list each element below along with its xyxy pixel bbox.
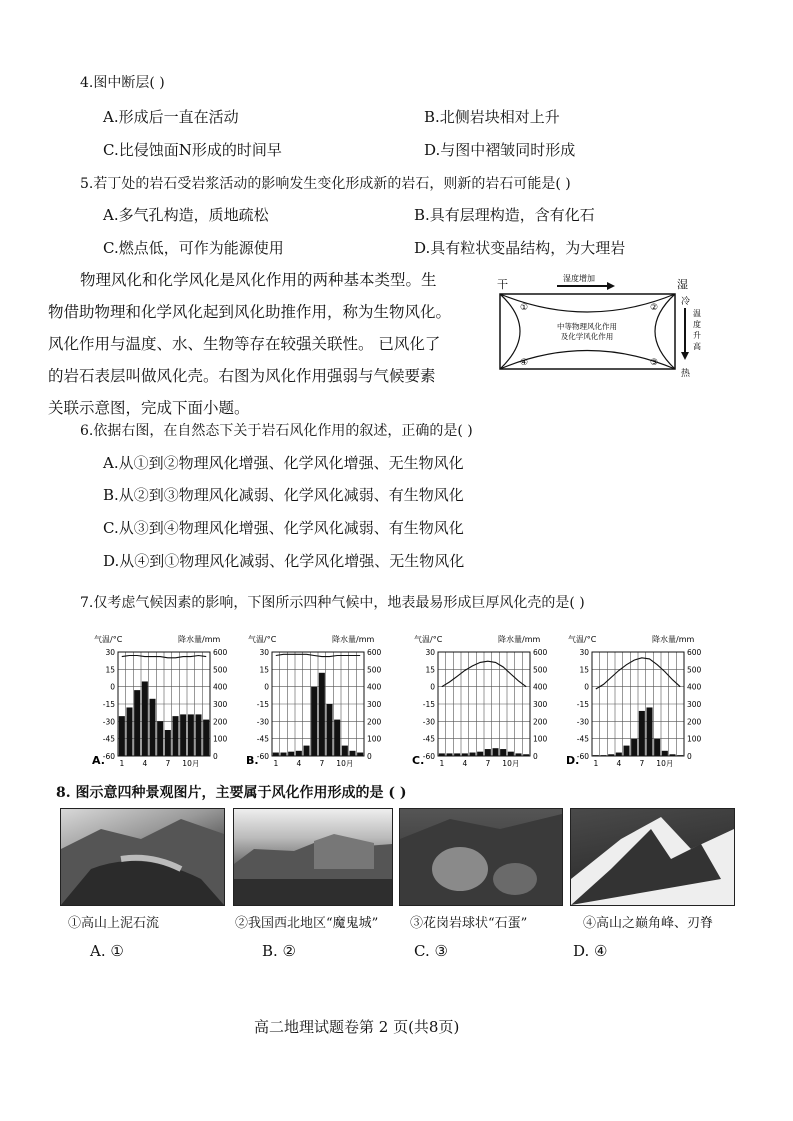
precip-tick: 400 — [687, 682, 702, 692]
precip-bar — [157, 721, 163, 756]
precip-tick: 200 — [367, 717, 382, 727]
chart-option-label: B. — [246, 754, 259, 767]
q4-stem: 4.图中断层( ) — [80, 75, 165, 91]
precip-bar — [172, 716, 178, 756]
month-tick: 7 — [485, 759, 491, 768]
precip-bar — [608, 754, 614, 756]
temp-tick: -60 — [102, 752, 115, 761]
precip-bar — [195, 714, 201, 756]
temp-tick: 30 — [105, 648, 115, 657]
temp-tick: -30 — [422, 717, 435, 727]
precip-bar — [119, 716, 125, 756]
photo-granite-boulders — [399, 808, 563, 906]
temp-tick: 30 — [579, 648, 589, 657]
precip-bar — [469, 753, 475, 756]
climate-chart-d — [566, 632, 726, 774]
temp-label-1: 温 — [693, 309, 701, 318]
q5-option-b: B.具有层理构造，含有化石 — [414, 206, 595, 224]
month-tick: 4 — [462, 759, 468, 768]
precip-tick: 100 — [533, 734, 548, 744]
precip-tick: 600 — [367, 648, 382, 657]
precip-bar — [188, 714, 194, 756]
passage-line-4: 的岩石表层叫做风化壳。右图为风化作用强弱与气候要素 — [48, 367, 436, 385]
temp-tick: -30 — [256, 717, 269, 727]
month-tick: 10月 — [336, 759, 354, 768]
caption-1: ①高山上泥石流 — [68, 916, 160, 931]
month-tick: 4 — [142, 759, 148, 768]
climate-chart-a — [92, 632, 252, 774]
precip-bar — [623, 746, 629, 756]
month-tick: 4 — [616, 759, 622, 768]
precip-bar — [311, 687, 317, 756]
precip-bar — [515, 753, 521, 756]
precip-axis-title: 降水量/mm — [498, 635, 541, 644]
precip-bar — [296, 751, 302, 756]
precip-tick: 0 — [213, 752, 218, 761]
temp-tick: 30 — [259, 648, 269, 657]
precip-tick: 500 — [367, 665, 382, 675]
temp-tick: -60 — [256, 752, 269, 761]
caption-2: ②我国西北地区“魔鬼城” — [235, 916, 379, 931]
chart-option-label: A. — [92, 754, 105, 767]
q4-option-a: A.形成后一直在活动 — [103, 108, 239, 126]
passage-line-3: 风化作用与温度、水、生物等存在较强关联性。 已风化了 — [48, 335, 441, 353]
precip-bar — [677, 755, 683, 756]
month-tick: 10月 — [182, 759, 200, 768]
temp-tick: 0 — [430, 682, 435, 692]
precip-bar — [492, 748, 498, 756]
precip-tick: 500 — [213, 665, 228, 675]
month-tick: 10月 — [656, 759, 674, 768]
precip-tick: 200 — [687, 717, 702, 727]
cold-label: 冷 — [681, 297, 691, 307]
weathering-climate-diagram — [495, 270, 705, 382]
hot-label: 热 — [681, 369, 691, 379]
precip-tick: 600 — [687, 648, 702, 657]
temp-tick: -60 — [576, 752, 589, 761]
precip-bar — [446, 753, 452, 756]
precip-tick: 300 — [367, 700, 382, 709]
precip-bar — [616, 753, 622, 756]
caption-3: ③花岗岩球状“石蛋” — [410, 916, 528, 931]
corner-2: ② — [650, 303, 659, 313]
precip-bar — [485, 749, 491, 756]
q5-option-c: C.燃点低，可作为能源使用 — [103, 239, 284, 257]
temp-axis-title: 气温/°C — [248, 635, 277, 644]
temp-tick: 15 — [105, 665, 115, 675]
precip-bar — [500, 749, 506, 756]
precip-tick: 300 — [687, 700, 702, 709]
precip-tick: 400 — [213, 682, 228, 692]
precip-tick: 500 — [687, 665, 702, 675]
temp-tick: 0 — [264, 682, 269, 692]
temp-tick: -45 — [576, 734, 589, 744]
center-label-2: 及化学风化作用 — [560, 332, 614, 341]
q4-option-b: B.北侧岩块相对上升 — [424, 108, 560, 126]
precip-bar — [639, 711, 645, 756]
precip-tick: 200 — [533, 717, 548, 727]
center-label-1: 中等物理风化作用 — [557, 322, 617, 331]
precip-bar — [334, 720, 340, 756]
temp-label-2: 度 — [693, 320, 701, 329]
dry-label: 干 — [497, 278, 508, 291]
precip-bar — [477, 752, 483, 756]
q8-option-d: D. ④ — [573, 942, 608, 960]
precip-bar — [326, 704, 332, 756]
precip-bar — [454, 753, 460, 756]
passage-line-1: 物理风化和化学风化是风化作用的两种基本类型。生 — [80, 271, 437, 289]
q5-option-d: D.具有粒状变晶结构，为大理岩 — [414, 239, 626, 257]
temp-tick: -60 — [422, 752, 435, 761]
month-tick: 1 — [593, 759, 599, 768]
temp-tick: -45 — [102, 734, 115, 744]
temp-tick: 0 — [584, 682, 589, 692]
precip-bar — [462, 753, 468, 756]
precip-tick: 100 — [367, 734, 382, 744]
q4-option-c: C.比侵蚀面N形成的时间早 — [103, 141, 282, 159]
q6-option-c: C.从③到④物理风化增强、化学风化减弱、有生物风化 — [103, 519, 464, 537]
q4-option-d: D.与图中褶皱同时形成 — [424, 141, 576, 159]
temp-tick: -30 — [102, 717, 115, 727]
precip-tick: 400 — [367, 682, 382, 692]
humidity-arrowhead-icon — [607, 282, 615, 290]
precip-bar — [349, 751, 355, 756]
temp-tick: 30 — [425, 648, 435, 657]
q6-option-a: A.从①到②物理风化增强、化学风化增强、无生物风化 — [103, 454, 464, 472]
temp-label-3: 升 — [693, 331, 701, 340]
photo-yardang-landform — [233, 808, 393, 906]
corner-3: ③ — [650, 358, 659, 368]
precip-bar — [165, 730, 171, 756]
precip-bar — [523, 754, 529, 756]
chart-option-label: D. — [566, 754, 580, 767]
precip-bar — [357, 753, 363, 756]
precip-bar — [273, 753, 279, 756]
temp-tick: -30 — [576, 717, 589, 727]
precip-tick: 0 — [533, 752, 538, 761]
precip-tick: 0 — [687, 752, 692, 761]
temp-tick: -15 — [422, 700, 435, 709]
precip-tick: 300 — [533, 700, 548, 709]
caption-4: ④高山之巅角峰、刃脊 — [583, 916, 714, 931]
precip-bar — [288, 752, 294, 756]
q6-option-d: D.从④到①物理风化减弱、化学风化增强、无生物风化 — [103, 552, 465, 570]
precip-tick: 600 — [213, 648, 228, 657]
precip-bar — [631, 739, 637, 756]
temp-tick: -45 — [256, 734, 269, 744]
precip-bar — [439, 753, 445, 756]
precip-tick: 100 — [213, 734, 228, 744]
passage-line-2: 物借助物理和化学风化起到风化助推作用，称为生物风化。 — [48, 303, 452, 321]
climate-chart-b — [246, 632, 406, 774]
q6-stem: 6.依据右图，在自然态下关于岩石风化作用的叙述，正确的是( ) — [80, 423, 473, 439]
precip-bar — [280, 753, 286, 756]
precip-bar — [203, 720, 209, 756]
q6-option-b: B.从②到③物理风化减弱、化学风化减弱、有生物风化 — [103, 486, 464, 504]
q7-stem: 7.仅考虑气候因素的影响，下图所示四种气候中，地表最易形成巨厚风化壳的是( ) — [80, 595, 585, 611]
temp-tick: -15 — [256, 700, 269, 709]
q8-stem: 8. 图示意四种景观图片，主要属于风化作用形成的是 ( ) — [56, 785, 407, 801]
q8-option-b: B. ② — [262, 942, 297, 960]
precip-bar — [662, 751, 668, 756]
precip-tick: 0 — [367, 752, 372, 761]
humidity-increase-label: 湿度增加 — [563, 274, 595, 283]
wet-label: 湿 — [677, 278, 688, 291]
precip-bar — [593, 755, 599, 756]
precip-bar — [142, 681, 148, 756]
precip-bar — [654, 739, 660, 756]
q5-stem: 5.若丁处的岩石受岩浆活动的影响发生变化形成新的岩石，则新的岩石可能是( ) — [80, 176, 571, 192]
temp-arrowhead-icon — [681, 352, 689, 360]
temp-tick: -15 — [576, 700, 589, 709]
month-tick: 7 — [165, 759, 171, 768]
precip-axis-title: 降水量/mm — [652, 635, 695, 644]
precip-axis-title: 降水量/mm — [332, 635, 375, 644]
temp-axis-title: 气温/°C — [414, 635, 443, 644]
corner-4: ④ — [520, 358, 529, 368]
month-tick: 10月 — [502, 759, 520, 768]
month-tick: 7 — [319, 759, 325, 768]
precip-bar — [508, 752, 514, 756]
precip-tick: 200 — [213, 717, 228, 727]
photo-horn-peak — [570, 808, 735, 906]
precip-bar — [319, 673, 325, 756]
precip-bar — [303, 746, 309, 756]
month-tick: 1 — [439, 759, 445, 768]
temp-tick: -45 — [422, 734, 435, 744]
temp-label-4: 高 — [693, 342, 701, 351]
page-footer: 高二地理试题卷第 2 页(共8页) — [254, 1018, 460, 1036]
month-tick: 1 — [273, 759, 279, 768]
temp-tick: -15 — [102, 700, 115, 709]
corner-1: ① — [520, 303, 529, 313]
temp-tick: 0 — [110, 682, 115, 692]
precip-bar — [180, 714, 186, 756]
precip-tick: 300 — [213, 700, 228, 709]
q5-option-a: A.多气孔构造，质地疏松 — [103, 206, 269, 224]
precip-bar — [669, 754, 675, 756]
precip-axis-title: 降水量/mm — [178, 635, 221, 644]
photo-debris-flow — [60, 808, 225, 906]
climate-chart-c — [412, 632, 572, 774]
month-tick: 4 — [296, 759, 302, 768]
precip-bar — [342, 746, 348, 756]
q8-option-c: C. ③ — [414, 942, 448, 960]
precip-tick: 400 — [533, 682, 548, 692]
precip-bar — [149, 699, 155, 756]
month-tick: 7 — [639, 759, 645, 768]
precip-tick: 600 — [533, 648, 548, 657]
precip-bar — [646, 707, 652, 756]
precip-tick: 100 — [687, 734, 702, 744]
temp-tick: 15 — [259, 665, 269, 675]
passage-line-5: 关联示意图，完成下面小题。 — [48, 399, 250, 417]
temp-axis-title: 气温/°C — [94, 635, 123, 644]
q8-option-a: A. ① — [90, 942, 124, 960]
chart-option-label: C. — [412, 754, 425, 767]
temp-axis-title: 气温/°C — [568, 635, 597, 644]
temp-tick: 15 — [425, 665, 435, 675]
month-tick: 1 — [119, 759, 125, 768]
precip-tick: 500 — [533, 665, 548, 675]
temp-tick: 15 — [579, 665, 589, 675]
precip-bar — [600, 755, 606, 756]
precip-bar — [126, 707, 132, 756]
precip-bar — [134, 690, 140, 756]
